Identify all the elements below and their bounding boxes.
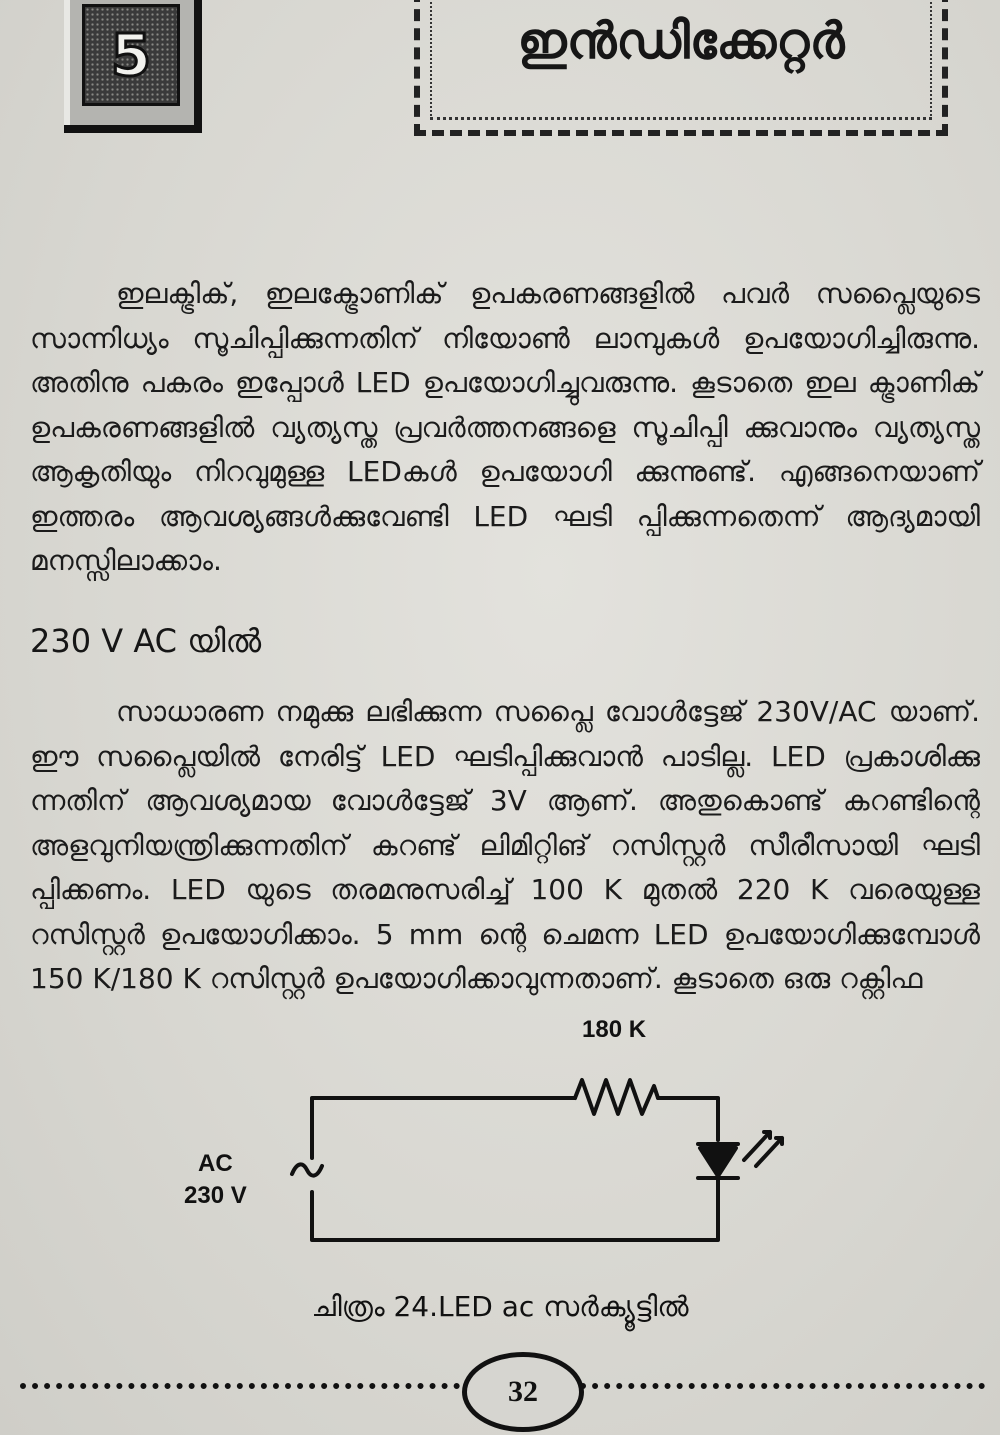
circuit-svg — [170, 1010, 820, 1270]
chapter-number-block — [64, 0, 202, 133]
section-heading: 230 V AC യിൽ — [30, 622, 262, 660]
ac-source-symbol — [292, 1164, 322, 1175]
wire-top-left — [312, 1098, 575, 1158]
figure-caption: ചിത്രം 24.LED ac സർക്യൂട്ടിൽ — [311, 1290, 689, 1323]
footer-rule-right — [580, 1383, 985, 1395]
led-triangle — [700, 1148, 736, 1176]
led-ac-circuit-diagram — [170, 1010, 820, 1270]
footer-rule-left — [20, 1383, 460, 1395]
chapter-title-frame — [414, 0, 948, 136]
chapter-number-box — [82, 4, 180, 106]
resistor-symbol — [575, 1080, 658, 1114]
led-light-arrows — [744, 1132, 782, 1166]
source-label-ac: AC — [198, 1150, 233, 1177]
page-number-oval — [462, 1352, 584, 1432]
chapter-title: ഇൻഡിക്കേറ്റർ — [517, 12, 845, 70]
intro-paragraph: ഇലക്ട്രിക്, ഇലക്ട്രോണിക് ഉപകരണങ്ങളിൽ പവർ സപ്ലൈയുടെ സാന്നിധ്യം സൂചിപ്പിക്കുന്നതിന് നിയോൺ ലാമ്പുകൾ ഉപയോഗിച്ചിരുന്നു. അതിനു പകരം ഇപ്പോൾ LED ഉപയോഗിച്ചുവരുന്നു. കൂടാതെ ഇല ക്ട്രാണിക് ഉപകരണങ്ങളിൽ വ്യത്യസ്ത പ്രവർത്തനങ്ങളെ സൂചിപ്പി ക്കുവാനും വ്യത്യസ്ത ആകൃതിയും നിറവുമുള്ള LEDകൾ ഉപയോഗി ക്കുന്നുണ്ട്. എങ്ങനെയാണ് ഇത്തരം ആവശ്യങ്ങൾക്കുവേണ്ടി LED ഘടി പ്പിക്കുന്നതെന്ന് ആദ്യമായി മനസ്സിലാക്കാം. — [30, 277, 980, 577]
page-number: 32 — [508, 1375, 538, 1408]
resistor-label: 180 K — [582, 1016, 647, 1043]
body-paragraph: സാധാരണ നമുക്കു ലഭിക്കുന്ന സപ്ലൈ വോൾട്ടേജ് 230V/AC യാണ്. ഈ സപ്ലൈയിൽ നേരിട്ട് LED ഘടിപ്പിക്കുവാൻ പാടില്ല. LED പ്രകാശിക്കു ന്നതിന് ആവശ്യമായ വോൾട്ടേജ് 3V ആണ്. അതുകൊണ്ട് കറണ്ടിന്റെ അളവുനിയന്ത്രിക്കുന്നതിന് കറണ്ട് ലിമിറ്റിങ് റസിസ്റ്റർ സീരീസായി ഘടി പ്പിക്കണം. LED യുടെ തരമനുസരിച്ച് 100 K മുതൽ 220 K വരെയുള്ള റസിസ്റ്റർ ഉപയോഗിക്കാം. 5 mm ന്റെ ചെമന്ന LED ഉപയോഗിക്കുമ്പോൾ 150 K/180 K റസിസ്റ്റർ ഉപയോഗിക്കാവുന്നതാണ്. കൂടാതെ ഒരു റക്റ്റിഫ — [30, 695, 980, 995]
chapter-number: 5 — [110, 21, 152, 89]
wire-top-right — [658, 1098, 718, 1140]
source-label-voltage: 230 V — [184, 1182, 247, 1209]
wire-bottom — [312, 1180, 718, 1240]
